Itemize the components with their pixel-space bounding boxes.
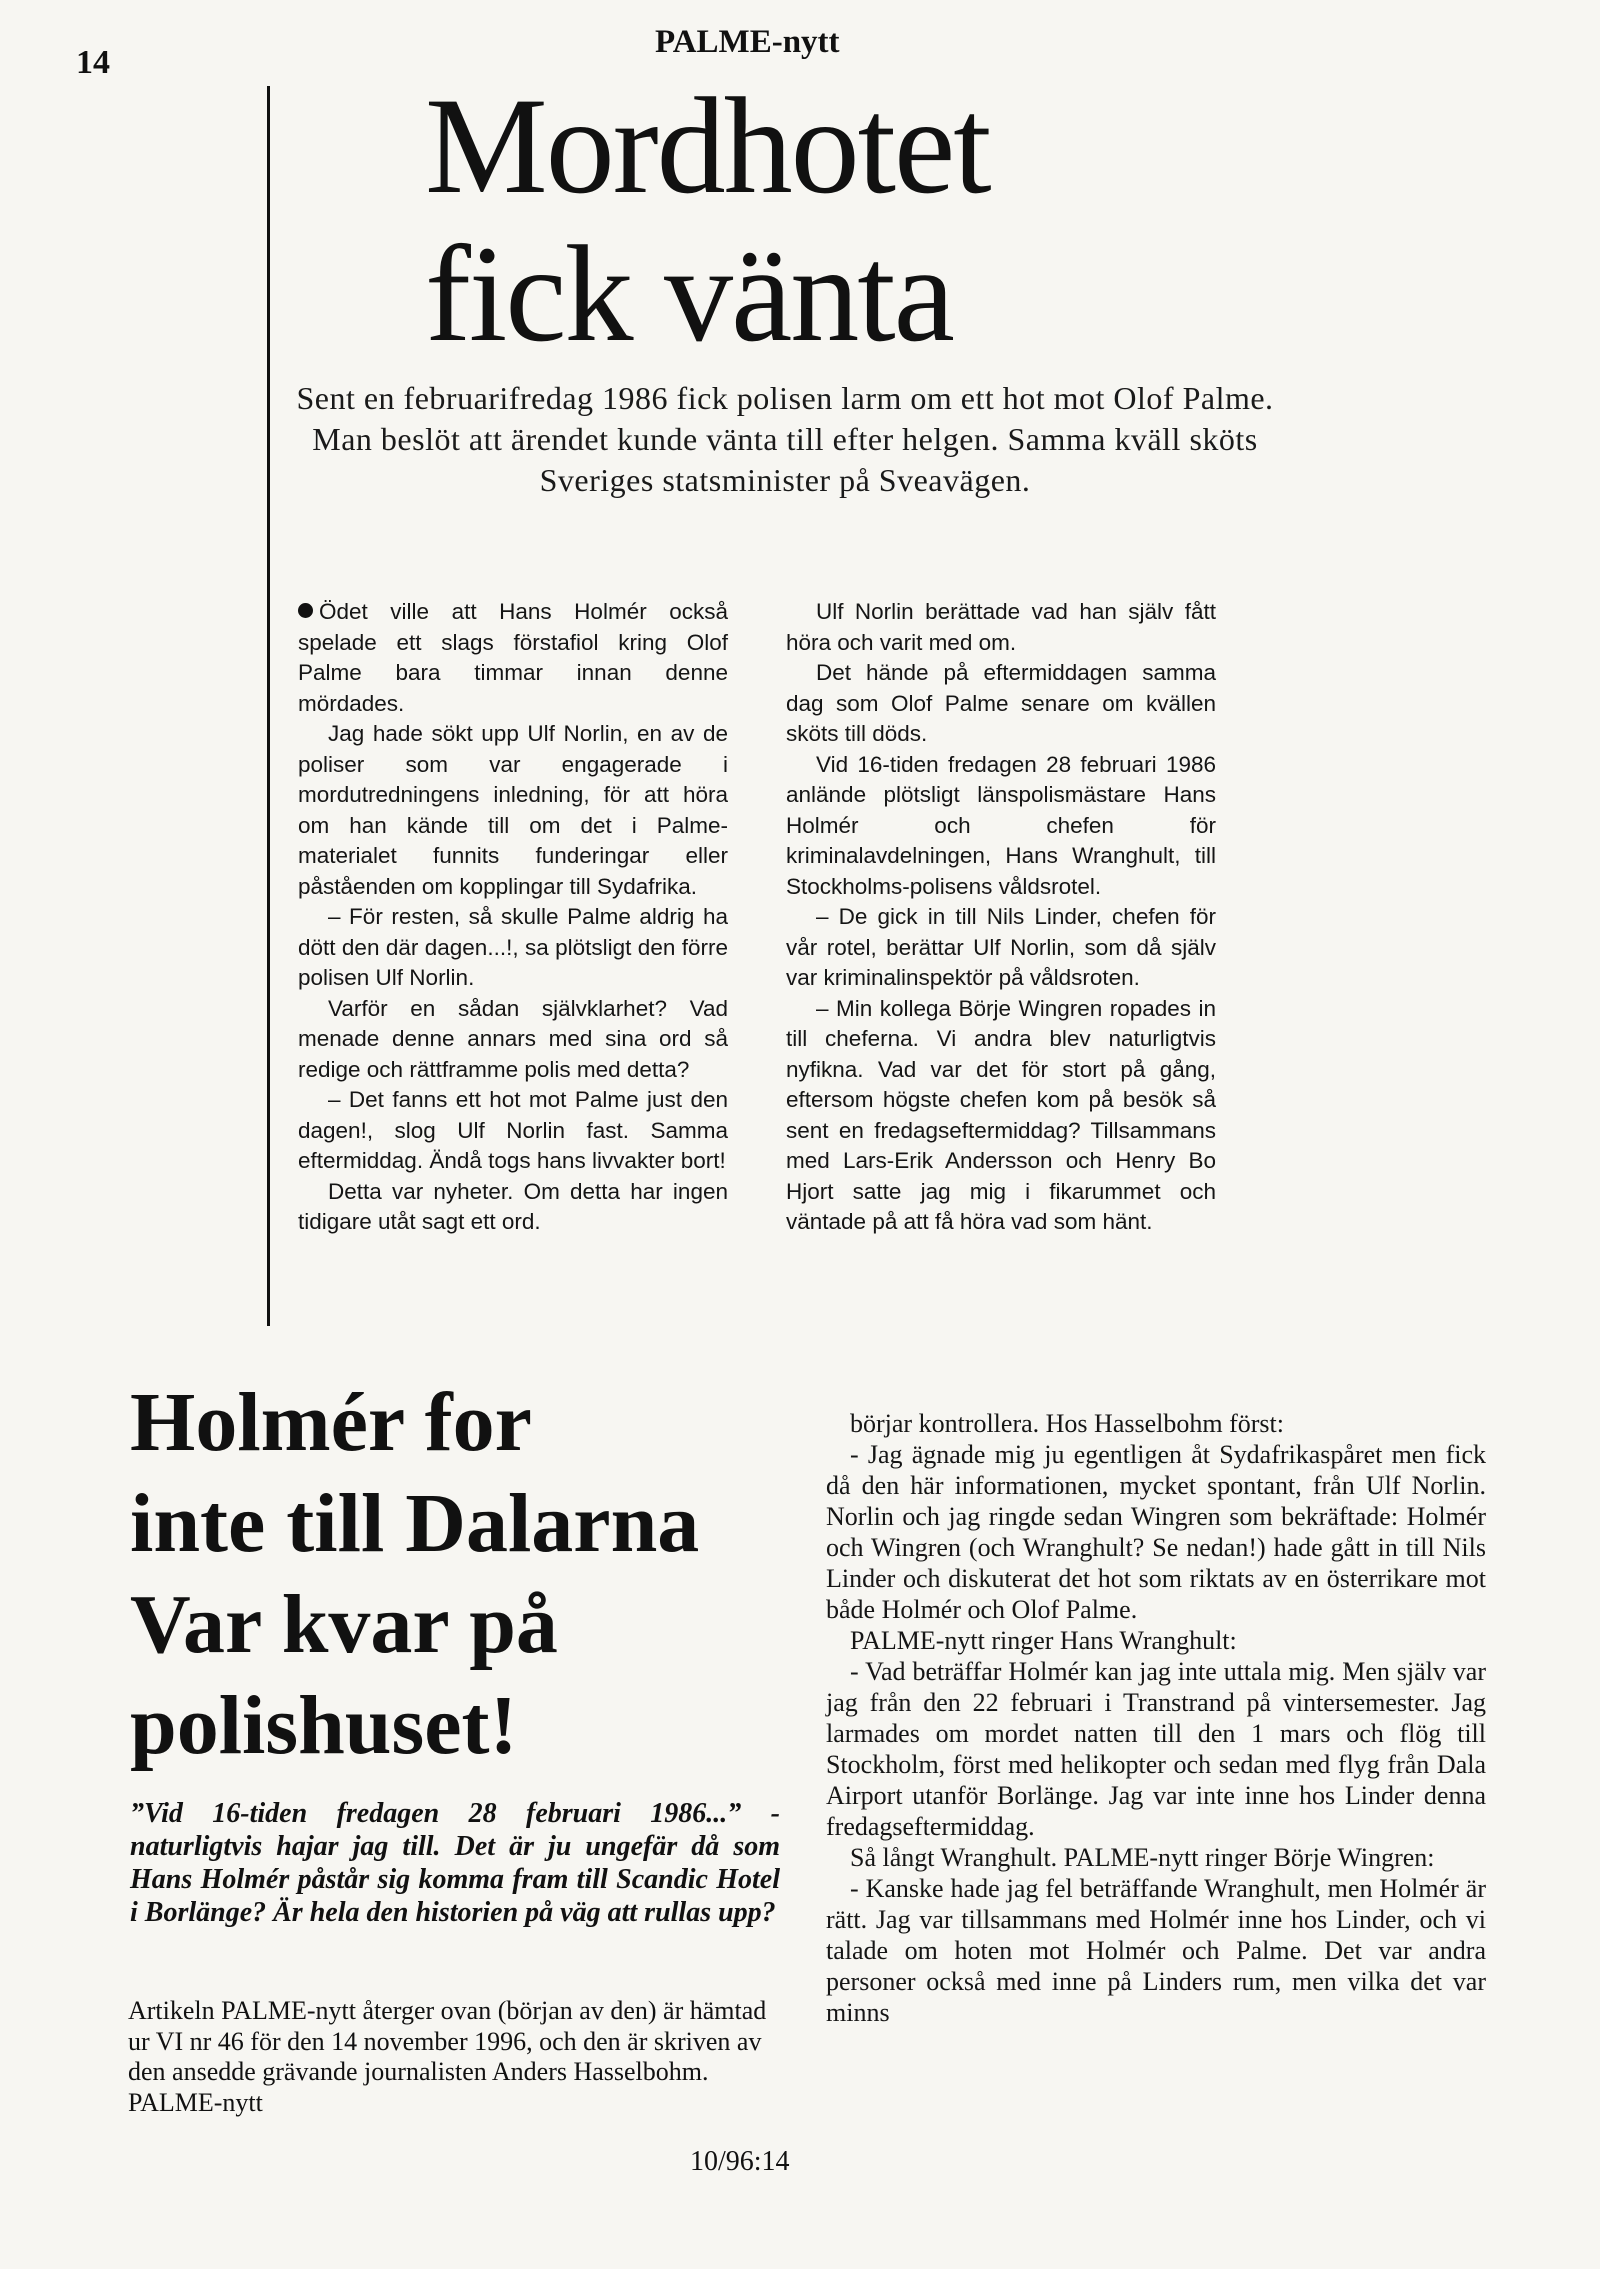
paragraph: PALME-nytt ringer Hans Wranghult: bbox=[850, 1626, 1237, 1655]
headline-line: fick vänta bbox=[425, 217, 953, 370]
quote-paragraph: ”Vid 16-tiden fredagen 28 februari 1986...” - naturligtvis hajar jag till. Det är ju ungefär då som Hans Holmér påstår sig komma fram till Scandic Hotel i Borlänge? Är hela den historien på väg att rullas upp? bbox=[130, 1798, 780, 1928]
paragraph: – För resten, så skulle Palme aldrig ha dött den där dagen...!, sa plötsligt den förre polisen Ulf Norlin. bbox=[298, 904, 728, 990]
paragraph: Så långt Wranghult. PALME-nytt ringer Börje Wingren: bbox=[850, 1843, 1435, 1872]
main-headline bbox=[425, 69, 1325, 370]
paragraph: Ulf Norlin berättade vad han själv fått höra och varit med om. bbox=[786, 599, 1216, 655]
paragraph: - Vad beträffar Holmér kan jag inte uttala mig. Men själv var jag från den 22 februari i Transtrand på vintersemester. Jag larmades om mordet natten till den 1 mars och flög till Stockholm, först med helikopter och sedan med flyg från Dala Airport utanför Borlänge. Jag var inte inne hos Linder denna fredagseftermiddag. bbox=[826, 1657, 1486, 1841]
paragraph: Detta var nyheter. Om detta har ingen tidigare utåt sagt ett ord. bbox=[298, 1178, 728, 1234]
paragraph: börjar kontrollera. Hos Hasselbohm först: bbox=[850, 1409, 1284, 1438]
article-column-bottom-right bbox=[826, 1408, 1486, 2028]
headline-line: Holmér for bbox=[130, 1376, 532, 1469]
article-column-left bbox=[298, 597, 728, 1238]
paragraph: – Det fanns ett hot mot Palme just den dagen!, slog Ulf Norlin fast. Samma eftermiddag. Ändå togs hans livvakter bort! bbox=[298, 1087, 728, 1173]
paragraph: – Min kollega Börje Wingren ropades in till cheferna. Vi andra blev naturligtvis nyfikna. Vad var det för stort på gång, eftersom högste chefen kom på besök så sent en fredagseftermiddag? Tillsammans med Lars-Erik Andersson och Henry Bo Hjort satte jag mig i fikarummet och väntade på att få höra vad som hänt. bbox=[786, 995, 1216, 1234]
source-note: Artikeln PALME-nytt återger ovan (början av den) är hämtad ur VI nr 46 för den 14 november 1996, och den är skriven av den ansedde grävande journalisten Anders Hasselbohm. PALME-nytt bbox=[128, 1996, 767, 2117]
paragraph: - Kanske hade jag fel beträffande Wranghult, men Holmér är rätt. Jag var tillsammans med Holmér inne hos Linder, och vi talade om hoten mot Holmér och Palme. Det var andra personer också med inne på Linders rum, men vilka det var minns bbox=[826, 1874, 1486, 2027]
page-footer: 10/96:14 bbox=[690, 2146, 790, 2177]
headline-line: Mordhotet bbox=[425, 69, 990, 222]
paragraph: Det hände på eftermiddagen samma dag som Olof Palme senare om kvällen sköts till döds. bbox=[786, 660, 1216, 746]
second-headline bbox=[130, 1372, 810, 1776]
bullet-icon bbox=[298, 603, 313, 618]
vertical-rule bbox=[267, 86, 270, 1326]
paragraph bbox=[298, 597, 728, 719]
paragraph: Vid 16-tiden fredagen 28 februari 1986 anlände plötsligt länspolismästare Hans Holmér och chefen för kriminalavdelningen, Hans Wranghult, till Stockholms-polisens våldsrotel. bbox=[786, 751, 1216, 899]
paragraph: – De gick in till Nils Linder, chefen för vår rotel, berättar Ulf Norlin, som då själv var kriminalinspektör på våldsroten. bbox=[786, 904, 1216, 990]
headline-line: Var kvar på bbox=[130, 1578, 558, 1671]
headline-line: inte till Dalarna bbox=[130, 1477, 700, 1570]
paragraph: Jag hade sökt upp Ulf Norlin, en av de poliser som var engagerade i mordutredningens inledning, för att höra om han kände till om det i Palme-materialet funnits funderingar eller påståenden om kopplingar till Sydafrika. bbox=[298, 721, 728, 899]
paragraph: Varför en sådan självklarhet? Vad menade denne annars med sina ord så redige och rättframme polis med detta? bbox=[298, 995, 728, 1082]
running-head: PALME-nytt bbox=[655, 24, 840, 60]
paragraph: - Jag ägnade mig ju egentligen åt Sydafrikaspåret men fick då den här informationen, mycket spontant, från Ulf Norlin. Norlin och jag ringde sedan Wingren som bekräftade: Holmér och Wingren (och Wranghult? Se nedan!) hade gått in till Nils Linder och diskuterat det hot som riktats av en österrikare mot både Holmér och Olof Palme. bbox=[826, 1440, 1486, 1624]
paragraph-text: Ödet ville att Hans Holmér också spelade ett slags förstafiol kring Olof Palme bara timmar innan denne mördades. bbox=[298, 599, 728, 716]
page-number: 14 bbox=[76, 44, 110, 81]
article-column-right bbox=[786, 597, 1216, 1238]
headline-line: polishuset! bbox=[130, 1679, 518, 1772]
lead-paragraph: Sent en februarifredag 1986 fick polisen larm om ett hot mot Olof Palme. Man beslöt att ärendet kunde vänta till efter helgen. Samma kväll sköts Sveriges statsminister på Sveavägen. bbox=[296, 380, 1274, 498]
